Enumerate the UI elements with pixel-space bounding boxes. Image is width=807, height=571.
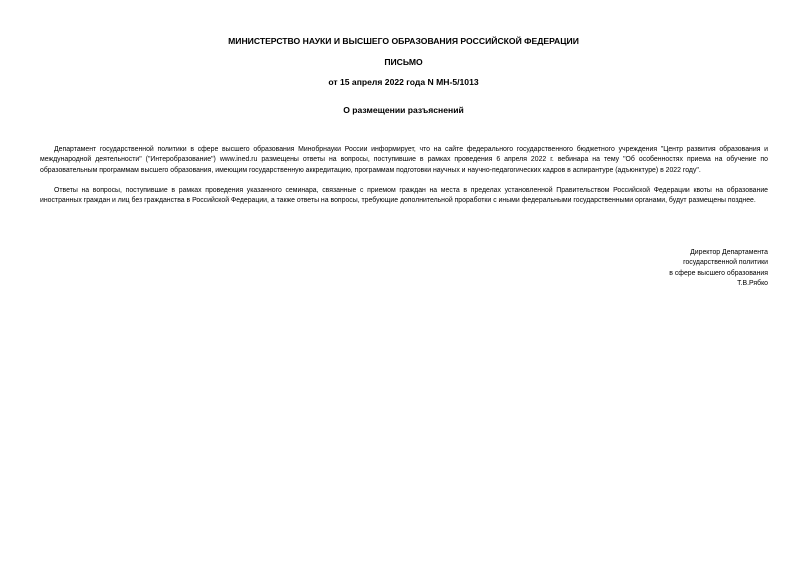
signature-position-line-2: государственной политики bbox=[683, 259, 768, 267]
signature-position-line-3: в сфере высшего образования bbox=[669, 269, 768, 277]
signature-position-line-1: Директор Департамента bbox=[690, 249, 768, 256]
signature-block bbox=[669, 248, 768, 289]
body-paragraph-2: Ответы на вопросы, поступившие в рамках проведения указанного семинара, связанные с приемом граждан на места в пределах установленной Правительством Российской Федерации квоты на образование иностранных граждан и лиц без гражданства в Российской Федерации, а также ответы на вопросы, требующие дополнительной проработки с иными федеральными государственными органами, будут размещены позднее. bbox=[40, 187, 768, 205]
signatory-name: Т.В.Рябко bbox=[737, 279, 768, 287]
body-paragraph-1: Департамент государственной политики в сфере высшего образования Минобрнауки России информирует, что на сайте федерального государственного бюджетного учреждения "Центр развития образования и международной деятельности" ("Интеробразование") www.ined.ru размещены ответы на вопросы, поступившие в рамках проведения 6 апреля 2022 г. вебинара на тему "Об особенностях приема на обучение по образовательным программам высшего образования, имеющим государственную аккредитацию, программам подготовки научных и научно-педагогических кадров в аспирантуре (адъюнктуре) в 2022 году". bbox=[40, 146, 768, 174]
ministry-title: МИНИСТЕРСТВО НАУКИ И ВЫСШЕГО ОБРАЗОВАНИЯ РОССИЙСКОЙ ФЕДЕРАЦИИ bbox=[228, 36, 579, 46]
document-type: ПИСЬМО bbox=[384, 57, 423, 67]
document-date-number: от 15 апреля 2022 года N МН-5/1013 bbox=[328, 77, 479, 87]
document-subject: О размещении разъяснений bbox=[343, 105, 464, 115]
